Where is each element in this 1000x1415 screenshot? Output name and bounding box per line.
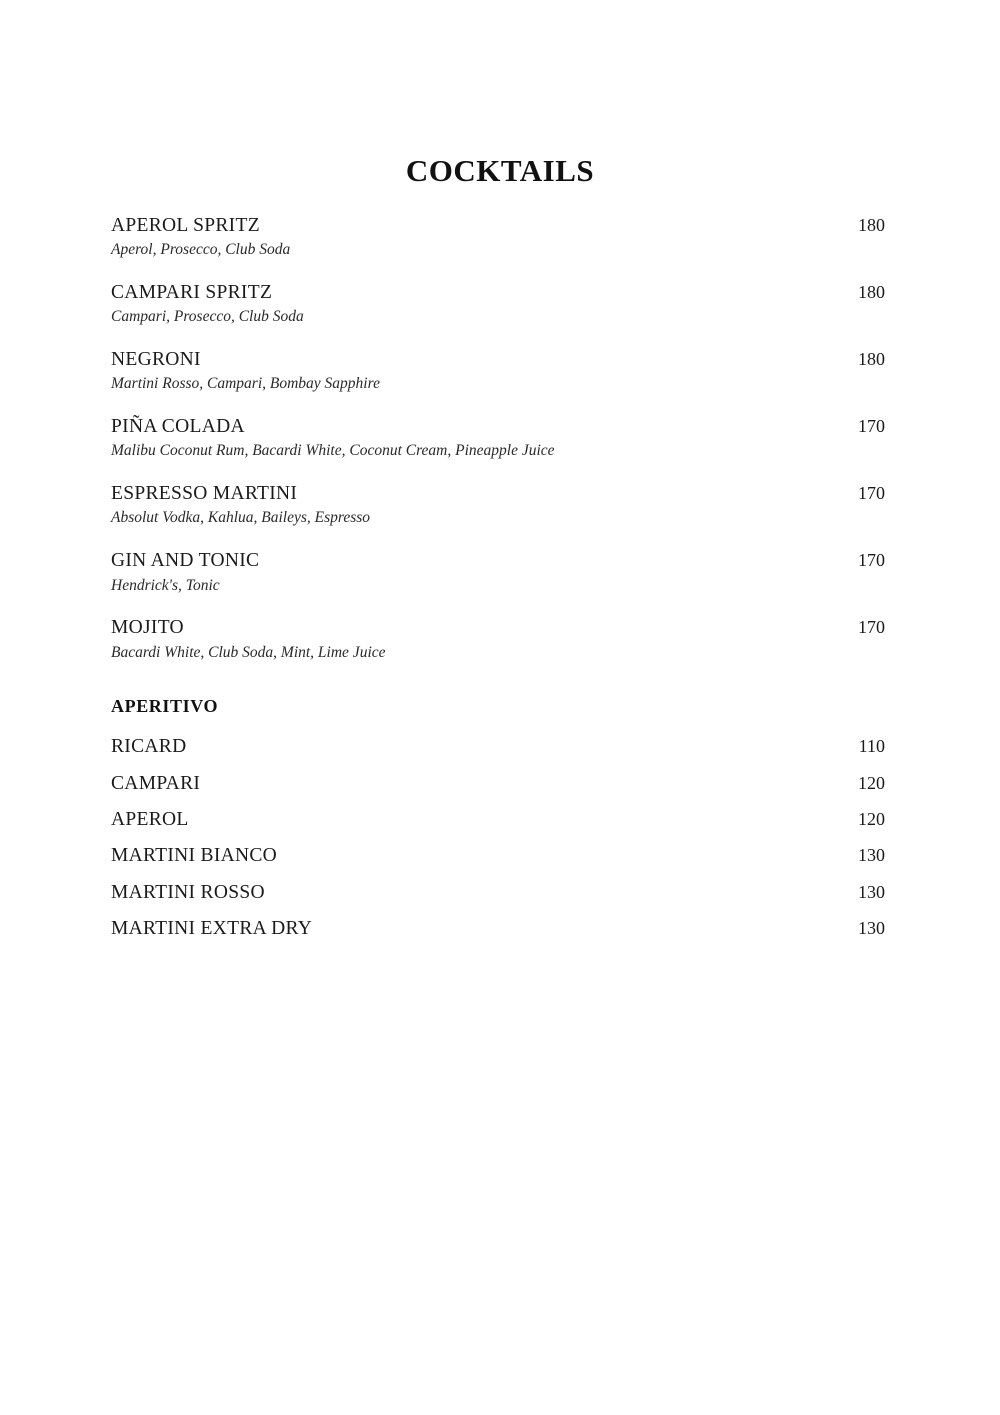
item-price: 110 <box>858 736 885 757</box>
item-price: 170 <box>858 617 885 638</box>
item-description: Bacardi White, Club Soda, Mint, Lime Juice <box>111 643 386 661</box>
item-description: Aperol, Prosecco, Club Soda <box>111 241 291 259</box>
item-name: MARTINI EXTRA DRY <box>111 918 313 940</box>
item-description: Hendrick's, Tonic <box>111 576 220 594</box>
menu-content <box>0 186 1000 941</box>
item-description: Malibu Coconut Rum, Bacardi White, Coconut Cream, Pineapple Juice <box>111 442 555 460</box>
list-item <box>111 282 885 327</box>
item-price: 130 <box>858 881 885 902</box>
item-name: APEROL SPRITZ <box>111 215 260 236</box>
list-item <box>111 918 885 940</box>
list-item <box>111 215 885 260</box>
item-row <box>111 416 885 438</box>
list-item <box>111 483 885 528</box>
item-price: 180 <box>858 349 885 370</box>
item-row <box>111 349 885 371</box>
item-row <box>111 215 885 237</box>
section-heading-aperitivo: APERITIVO <box>111 696 219 717</box>
list-item <box>111 882 885 904</box>
item-name: MARTINI ROSSO <box>111 881 265 903</box>
list-item <box>111 809 885 831</box>
item-name: MARTINI BIANCO <box>111 845 278 867</box>
item-row <box>111 617 885 639</box>
item-name: NEGRONI <box>111 349 201 371</box>
item-price: 180 <box>858 215 885 235</box>
item-description: Martini Rosso, Campari, Bombay Sapphire <box>111 375 380 393</box>
list-item <box>111 736 885 758</box>
item-name: CAMPARI <box>111 772 201 794</box>
list-item <box>111 416 885 461</box>
item-price: 170 <box>858 550 885 571</box>
item-name: ESPRESSO MARTINI <box>111 483 298 505</box>
item-price: 130 <box>858 918 885 939</box>
page-title: COCKTAILS <box>405 153 595 188</box>
item-name: RICARD <box>111 736 187 758</box>
item-price: 170 <box>858 483 885 504</box>
list-item <box>111 617 885 662</box>
item-name: MOJITO <box>111 617 184 639</box>
item-price: 120 <box>858 772 885 793</box>
item-description: Campari, Prosecco, Club Soda <box>111 308 304 326</box>
item-row <box>111 483 885 505</box>
item-name: GIN AND TONIC <box>111 550 260 572</box>
item-row <box>111 550 885 572</box>
list-item <box>111 550 885 595</box>
item-price: 130 <box>858 845 885 866</box>
item-price: 180 <box>858 282 885 303</box>
list-item <box>111 773 885 795</box>
item-price: 120 <box>858 808 885 829</box>
item-name: APEROL <box>111 808 189 830</box>
list-item <box>111 845 885 867</box>
item-name: PIÑA COLADA <box>111 416 245 438</box>
item-description: Absolut Vodka, Kahlua, Baileys, Espresso <box>111 509 371 527</box>
item-price: 170 <box>858 416 885 437</box>
list-item <box>111 349 885 394</box>
item-name: CAMPARI SPRITZ <box>111 282 273 304</box>
item-row <box>111 282 885 304</box>
